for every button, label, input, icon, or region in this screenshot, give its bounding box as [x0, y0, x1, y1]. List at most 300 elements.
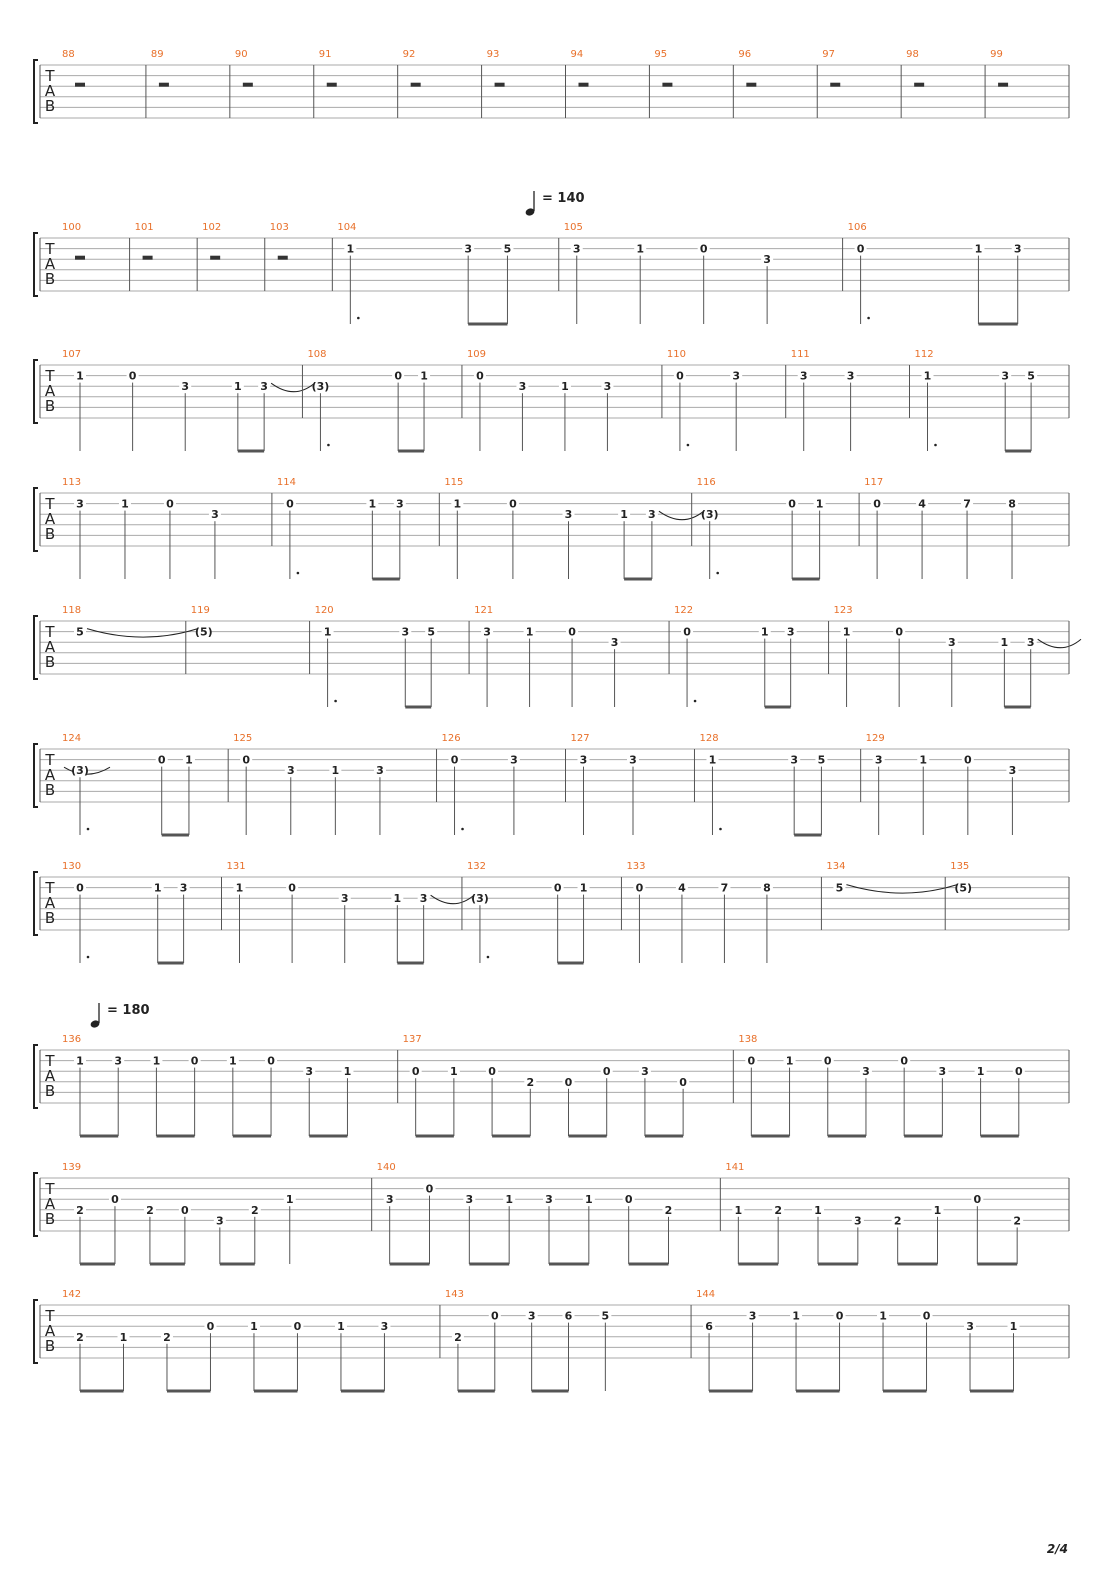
- measure-number: 142: [62, 1289, 82, 1300]
- fret-number: 3: [510, 753, 518, 767]
- measure-number: 129: [865, 733, 885, 744]
- fret-number: 6: [705, 1320, 713, 1334]
- fret-number: 3: [545, 1193, 553, 1207]
- fret-number: 3: [786, 625, 795, 639]
- fret-number: 3: [629, 753, 637, 767]
- measure-number: 96: [738, 49, 752, 60]
- fret-number: 3: [181, 380, 190, 394]
- fret-number: 0: [166, 497, 174, 511]
- fret-number: 3: [286, 764, 295, 778]
- measure-number: 126: [441, 733, 461, 744]
- measure-number: 121: [474, 605, 494, 616]
- dot: [87, 956, 90, 959]
- fret-number: 6: [564, 1309, 573, 1323]
- measure-number: 119: [190, 605, 210, 616]
- measure-number: 102: [202, 222, 222, 233]
- fret-number: 1: [933, 1203, 942, 1217]
- dot: [719, 828, 722, 831]
- fret-number: 3: [648, 508, 656, 522]
- fret-number: 0: [490, 1309, 499, 1323]
- fret-number: 2: [76, 1203, 84, 1217]
- fret-number: 3: [483, 625, 491, 639]
- fret-number: 0: [157, 753, 166, 767]
- fret-number: 1: [420, 369, 428, 383]
- tempo-marking: = 180: [107, 1003, 150, 1018]
- fret-number: 1: [346, 242, 355, 256]
- fret-number: 0: [963, 753, 972, 767]
- dot: [297, 572, 300, 575]
- fret-number: 3: [1001, 369, 1010, 383]
- fret-number: 2: [163, 1330, 171, 1344]
- fret-number: 1: [792, 1309, 800, 1323]
- fret-number: 3: [211, 508, 219, 522]
- tie-arc: [846, 885, 957, 894]
- dot: [716, 572, 719, 575]
- tab-clef-letter: B: [44, 270, 56, 288]
- measure-number: 133: [626, 861, 646, 872]
- measure-number: 101: [134, 222, 154, 233]
- fret-number: (5): [194, 625, 213, 639]
- system-bracket: [34, 1045, 38, 1108]
- whole-rest: [830, 83, 840, 87]
- fret-number: 0: [476, 369, 484, 383]
- fret-number: 1: [368, 497, 377, 511]
- measure-number: 128: [699, 733, 719, 744]
- whole-rest: [327, 83, 337, 87]
- fret-number: 3: [564, 508, 573, 522]
- fret-number: 0: [293, 1320, 302, 1334]
- fret-number: 3: [572, 242, 581, 256]
- fret-number: 0: [267, 1054, 275, 1068]
- fret-number: 5: [503, 242, 512, 256]
- fret-number: 1: [285, 1193, 294, 1207]
- tab-clef-letter: B: [44, 1210, 56, 1228]
- measure-number: 90: [234, 49, 248, 60]
- measure-number: 112: [914, 349, 934, 360]
- fret-number: 5: [835, 881, 844, 895]
- measure-number: 130: [62, 861, 82, 872]
- dot: [334, 700, 337, 703]
- fret-number: 1: [337, 1320, 345, 1334]
- system-bracket: [34, 1300, 38, 1363]
- fret-number: (3): [471, 892, 489, 906]
- whole-rest: [411, 83, 421, 87]
- measure-number: 105: [563, 222, 583, 233]
- tie-arc: [431, 895, 474, 904]
- fret-number: 3: [419, 892, 428, 906]
- fret-number: 1: [525, 625, 534, 639]
- fret-number: 1: [1009, 1320, 1018, 1334]
- fret-number: 3: [260, 380, 268, 394]
- fret-number: 0: [488, 1065, 496, 1079]
- measure-number: 137: [402, 1034, 422, 1045]
- fret-number: 1: [923, 369, 932, 383]
- dot: [357, 317, 360, 320]
- fret-number: 1: [879, 1309, 887, 1323]
- fret-number: (3): [311, 380, 330, 394]
- fret-number: 3: [305, 1065, 314, 1079]
- system-bracket: [34, 360, 38, 423]
- tab-clef-letter: B: [44, 397, 56, 415]
- whole-rest: [914, 83, 924, 87]
- fret-number: 3: [216, 1214, 224, 1228]
- tab-clef-letter: T: [45, 1307, 55, 1325]
- fret-number: 2: [526, 1075, 535, 1089]
- fret-number: 2: [664, 1203, 673, 1217]
- measure-number: 91: [318, 49, 332, 60]
- tie-arc: [271, 383, 314, 392]
- fret-number: 1: [185, 753, 193, 767]
- system-bracket: [34, 488, 38, 551]
- fret-number: 1: [976, 1065, 985, 1079]
- tab-clef-letter: T: [45, 367, 55, 385]
- fret-number: 3: [799, 369, 808, 383]
- measure-number: 113: [62, 477, 82, 488]
- fret-number: 3: [874, 753, 883, 767]
- measure-number: 120: [314, 605, 334, 616]
- fret-number: 1: [815, 497, 824, 511]
- dot: [694, 700, 697, 703]
- fret-number: 3: [380, 1320, 389, 1334]
- measure-number: 98: [906, 49, 919, 60]
- fret-number: 1: [636, 242, 645, 256]
- fret-number: 0: [564, 1075, 573, 1089]
- fret-number: 1: [76, 369, 84, 383]
- dot: [87, 828, 90, 831]
- fret-number: (3): [700, 508, 719, 522]
- fret-number: 1: [974, 242, 983, 256]
- fret-number: 1: [229, 1054, 237, 1068]
- fret-number: 3: [1026, 636, 1035, 650]
- fret-number: 3: [947, 636, 956, 650]
- tab-clef-letter: T: [45, 623, 55, 641]
- fret-number: 1: [620, 508, 628, 522]
- tab-clef-letter: B: [44, 653, 56, 671]
- system-bracket: [34, 744, 38, 807]
- system-bracket: [34, 616, 38, 679]
- dot: [487, 956, 490, 959]
- whole-rest: [495, 83, 505, 87]
- fret-number: 3: [179, 881, 188, 895]
- fret-number: 1: [331, 764, 340, 778]
- dot: [327, 444, 330, 447]
- fret-number: 3: [610, 636, 619, 650]
- fret-number: 3: [518, 380, 527, 394]
- measure-number: 125: [233, 733, 253, 744]
- fret-number: 0: [1014, 1065, 1023, 1079]
- tab-clef-letter: A: [44, 510, 56, 528]
- measure-number: 135: [950, 861, 970, 872]
- measure-number: 132: [466, 861, 487, 872]
- whole-rest: [998, 83, 1008, 87]
- measure-number: 106: [847, 222, 867, 233]
- measure-number: 94: [570, 49, 584, 60]
- system-bracket: [34, 872, 38, 935]
- fret-number: 2: [250, 1203, 259, 1217]
- tab-clef-letter: A: [44, 382, 56, 400]
- tie-arc: [1038, 639, 1081, 648]
- measure-number: 99: [990, 49, 1003, 60]
- tab-clef-letter: A: [44, 766, 56, 784]
- measure-number: 138: [738, 1034, 758, 1045]
- measure-number: 140: [376, 1162, 396, 1173]
- fret-number: 7: [963, 497, 971, 511]
- tab-clef-letter: T: [45, 495, 55, 513]
- fret-number: 5: [427, 625, 436, 639]
- fret-number: 1: [76, 1054, 84, 1068]
- whole-rest: [75, 83, 85, 87]
- measure-number: 104: [337, 222, 357, 233]
- fret-number: 3: [527, 1309, 536, 1323]
- fret-number: 2: [146, 1203, 154, 1217]
- tempo-marking: = 140: [542, 191, 585, 206]
- fret-number: 3: [1013, 242, 1022, 256]
- tie-arc: [87, 629, 198, 638]
- fret-number: 0: [190, 1054, 199, 1068]
- fret-number: 7: [720, 881, 729, 895]
- fret-number: 0: [206, 1320, 215, 1334]
- measure-number: 95: [654, 49, 668, 60]
- fret-number: 1: [760, 625, 769, 639]
- measure-number: 115: [444, 477, 464, 488]
- measure-number: 127: [570, 733, 590, 744]
- tab-clef-letter: T: [45, 879, 55, 897]
- measure-number: 116: [696, 477, 716, 488]
- measure-number: 131: [226, 861, 246, 872]
- measure-number: 111: [790, 349, 810, 360]
- fret-number: 0: [242, 753, 251, 767]
- measure-number: 92: [402, 49, 416, 60]
- fret-number: 3: [396, 497, 404, 511]
- whole-rest: [143, 256, 153, 260]
- fret-number: 0: [181, 1203, 189, 1217]
- measure-number: 88: [62, 49, 75, 60]
- tab-clef-letter: T: [45, 751, 55, 769]
- dot: [934, 444, 937, 447]
- tab-clef-letter: A: [44, 1067, 56, 1085]
- tab-clef-letter: B: [44, 1082, 56, 1100]
- tab-clef-letter: A: [44, 894, 56, 912]
- fret-number: 3: [114, 1054, 123, 1068]
- whole-rest: [746, 83, 756, 87]
- fret-number: 0: [602, 1065, 611, 1079]
- tab-clef-letter: B: [44, 1337, 56, 1355]
- fret-number: 2: [893, 1214, 902, 1228]
- fret-number: 1: [250, 1320, 258, 1334]
- fret-number: 2: [1013, 1214, 1021, 1228]
- fret-number: 0: [76, 881, 84, 895]
- fret-number: 3: [579, 753, 588, 767]
- fret-number: 0: [676, 369, 684, 383]
- measure-number: 97: [822, 49, 835, 60]
- fret-number: 0: [788, 497, 796, 511]
- fret-number: 3: [846, 369, 855, 383]
- system-bracket: [34, 60, 38, 123]
- measure-number: 139: [62, 1162, 82, 1173]
- fret-number: 1: [842, 625, 851, 639]
- fret-number: 0: [111, 1193, 119, 1207]
- measure-number: 117: [864, 477, 884, 488]
- fret-number: 1: [505, 1193, 513, 1207]
- page-number: 2/4: [1046, 1542, 1068, 1556]
- fret-number: 5: [601, 1309, 610, 1323]
- fret-number: 0: [394, 369, 402, 383]
- whole-rest: [278, 256, 288, 260]
- fret-number: 3: [385, 1193, 394, 1207]
- whole-rest: [75, 256, 85, 260]
- dot: [461, 828, 464, 831]
- fret-number: 0: [900, 1054, 908, 1068]
- fret-number: 1: [453, 497, 462, 511]
- fret-number: 3: [1008, 764, 1017, 778]
- fret-number: 0: [624, 1193, 633, 1207]
- fret-number: 3: [732, 369, 741, 383]
- fret-number: 1: [121, 497, 129, 511]
- fret-number: 0: [553, 881, 562, 895]
- fret-number: 5: [1027, 369, 1035, 383]
- fret-number: 1: [734, 1203, 743, 1217]
- fret-number: 3: [401, 625, 410, 639]
- fret-number: 0: [922, 1309, 931, 1323]
- fret-number: 0: [635, 881, 644, 895]
- fret-number: 3: [464, 242, 473, 256]
- fret-number: 4: [918, 497, 926, 511]
- measure-number: 123: [833, 605, 853, 616]
- tab-clef-letter: T: [45, 67, 55, 85]
- fret-number: 0: [873, 497, 881, 511]
- fret-number: (5): [954, 881, 973, 895]
- tab-clef-letter: T: [45, 1052, 55, 1070]
- fret-number: 0: [747, 1054, 756, 1068]
- tab-clef-letter: B: [44, 781, 56, 799]
- fret-number: 3: [603, 380, 612, 394]
- fret-number: 5: [817, 753, 826, 767]
- measure-number: 108: [307, 349, 327, 360]
- fret-number: 8: [763, 881, 771, 895]
- fret-number: (3): [71, 764, 89, 778]
- dot: [867, 317, 870, 320]
- fret-number: 1: [235, 881, 244, 895]
- fret-number: 0: [835, 1309, 844, 1323]
- fret-number: 2: [76, 1330, 84, 1344]
- fret-number: 3: [340, 892, 349, 906]
- tab-clef-letter: B: [44, 909, 56, 927]
- fret-number: 1: [153, 881, 162, 895]
- fret-number: 0: [679, 1075, 687, 1089]
- measure-number: 122: [674, 605, 694, 616]
- fret-number: 3: [376, 764, 384, 778]
- whole-rest: [210, 256, 220, 260]
- tab-clef-letter: A: [44, 1195, 56, 1213]
- fret-number: 3: [966, 1320, 974, 1334]
- fret-number: 1: [814, 1203, 822, 1217]
- fret-number: 0: [699, 242, 708, 256]
- tab-clef-letter: T: [45, 240, 55, 258]
- tab-clef-letter: A: [44, 638, 56, 656]
- fret-number: 1: [585, 1193, 593, 1207]
- tab-clef-letter: B: [44, 97, 56, 115]
- whole-rest: [159, 83, 169, 87]
- fret-number: 2: [774, 1203, 782, 1217]
- measure-number: 118: [62, 605, 82, 616]
- fret-number: 1: [579, 881, 588, 895]
- measure-number: 144: [696, 1289, 716, 1300]
- measure-number: 89: [150, 49, 164, 60]
- fret-number: 1: [708, 753, 717, 767]
- fret-number: 2: [454, 1330, 462, 1344]
- fret-number: 1: [561, 380, 569, 394]
- fret-number: 3: [763, 253, 771, 267]
- fret-number: 1: [1000, 636, 1009, 650]
- measure-number: 143: [444, 1289, 465, 1300]
- measure-number: 100: [62, 222, 82, 233]
- fret-number: 0: [823, 1054, 832, 1068]
- fret-number: 0: [895, 625, 903, 639]
- fret-number: 0: [425, 1182, 434, 1196]
- fret-number: 8: [1008, 497, 1016, 511]
- fret-number: 0: [286, 497, 294, 511]
- fret-number: 1: [919, 753, 928, 767]
- measure-number: 109: [466, 349, 487, 360]
- fret-number: 0: [856, 242, 865, 256]
- tab-clef-letter: B: [44, 525, 56, 543]
- system-bracket: [34, 233, 38, 296]
- fret-number: 0: [288, 881, 296, 895]
- measure-number: 93: [486, 49, 500, 60]
- fret-number: 0: [128, 369, 137, 383]
- fret-number: 0: [509, 497, 517, 511]
- fret-number: 1: [323, 625, 332, 639]
- measure-number: 134: [826, 861, 846, 872]
- fret-number: 1: [785, 1054, 794, 1068]
- fret-number: 1: [450, 1065, 458, 1079]
- fret-number: 0: [411, 1065, 420, 1079]
- measure-number: 107: [62, 349, 82, 360]
- fret-number: 0: [683, 625, 691, 639]
- fret-number: 1: [119, 1330, 128, 1344]
- fret-number: 1: [234, 380, 242, 394]
- measure-number: 141: [725, 1162, 745, 1173]
- whole-rest: [662, 83, 672, 87]
- whole-rest: [579, 83, 589, 87]
- fret-number: 0: [568, 625, 576, 639]
- measure-number: 136: [62, 1034, 82, 1045]
- fret-number: 0: [973, 1193, 982, 1207]
- fret-number: 3: [76, 497, 84, 511]
- fret-number: 5: [76, 625, 84, 639]
- fret-number: 3: [862, 1065, 870, 1079]
- measure-number: 103: [269, 222, 289, 233]
- tab-clef-letter: A: [44, 1322, 56, 1340]
- fret-number: 1: [393, 892, 402, 906]
- system-bracket: [34, 1173, 38, 1236]
- whole-rest: [243, 83, 253, 87]
- tab-clef-letter: A: [44, 82, 56, 100]
- measure-number: 114: [276, 477, 296, 488]
- tab-clef-letter: T: [45, 1180, 55, 1198]
- fret-number: 4: [678, 881, 686, 895]
- fret-number: 3: [641, 1065, 649, 1079]
- fret-number: 3: [854, 1214, 862, 1228]
- fret-number: 3: [465, 1193, 474, 1207]
- fret-number: 3: [748, 1309, 757, 1323]
- fret-number: 3: [938, 1065, 947, 1079]
- measure-number: 110: [666, 349, 687, 360]
- fret-number: 1: [343, 1065, 352, 1079]
- fret-number: 3: [790, 753, 799, 767]
- tie-arc: [659, 511, 704, 520]
- tab-clef-letter: A: [44, 255, 56, 273]
